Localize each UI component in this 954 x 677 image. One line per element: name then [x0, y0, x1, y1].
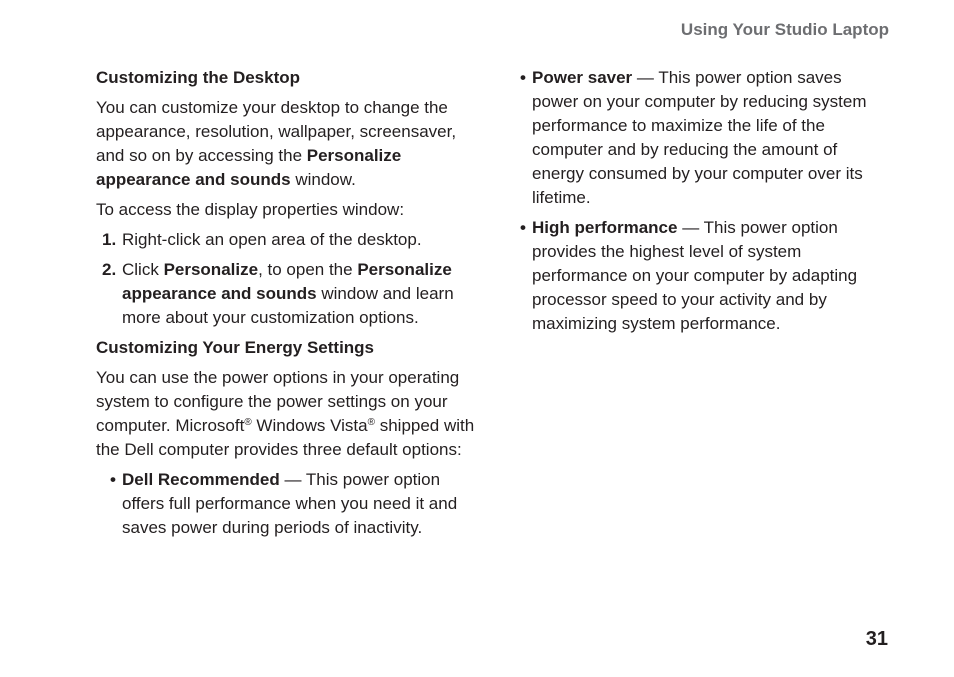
- paragraph-text: shipped with the Dell computer provides three default options:: [96, 416, 475, 459]
- running-head: Using Your Studio Laptop: [680, 20, 889, 39]
- section-heading-energy: Customizing Your Energy Settings: [96, 338, 375, 357]
- left-column: [96, 66, 480, 546]
- steps-list: [96, 228, 480, 330]
- paragraph-desktop-intro: [96, 96, 480, 192]
- paragraph-power-options: [96, 366, 480, 462]
- paragraph-display-properties: To access the display properties window:: [96, 200, 405, 219]
- bullet-icon: •: [110, 470, 116, 489]
- paragraph-text: You can use the power options in your operating system to configure the power settings on your computer. Microsoft: [96, 368, 460, 435]
- window-name-bold: Personalize appearance and sounds: [96, 146, 402, 189]
- bullet-text: — This power option saves power on your computer by reducing system performance to maximize the life of the computer and by reducing the amount of energy consumed by your computer over its lifetime.: [532, 68, 867, 207]
- bullet-item-power-saver: [518, 66, 890, 210]
- bullet-list: [518, 66, 890, 336]
- page-number: 31: [865, 628, 888, 650]
- bullet-icon: •: [520, 68, 526, 87]
- bullet-item-dell-recommended: [96, 468, 480, 540]
- registered-mark: ®: [244, 417, 252, 428]
- paragraph-text: You can customize your desktop to change the appearance, resolution, wallpaper, screensaver, and so on by accessing the: [96, 98, 457, 165]
- step-item: [96, 258, 480, 330]
- bullet-text: — This power option offers full performance when you need it and saves power during periods of inactivity.: [122, 470, 458, 537]
- paragraph-text: window.: [290, 170, 356, 189]
- bullet-term: High performance: [532, 218, 678, 237]
- paragraph-text: Windows Vista: [251, 416, 368, 435]
- bullet-list: [96, 468, 480, 540]
- section-heading-desktop: Customizing the Desktop: [96, 68, 301, 87]
- step-text: window and learn more about your customization options.: [122, 284, 454, 327]
- right-column: [518, 66, 890, 342]
- bullet-term: Dell Recommended: [122, 470, 280, 489]
- bullet-term: Power saver: [532, 68, 633, 87]
- step-text: Right-click an open area of the desktop.: [122, 230, 422, 249]
- bullet-text: — This power option provides the highest level of system performance on your computer by adapting processor speed to your activity and by maximizing system performance.: [532, 218, 858, 333]
- step-text: , to open the: [258, 260, 358, 279]
- step-number: 1.: [102, 230, 117, 249]
- step-item: [96, 228, 480, 252]
- step-bold: Personalize: [163, 260, 259, 279]
- step-number: 2.: [102, 260, 117, 279]
- registered-mark: ®: [367, 417, 375, 428]
- bullet-icon: •: [520, 218, 526, 237]
- step-bold: Personalize appearance and sounds: [122, 260, 452, 303]
- bullet-item-high-performance: [518, 216, 890, 336]
- step-text: Click: [122, 260, 164, 279]
